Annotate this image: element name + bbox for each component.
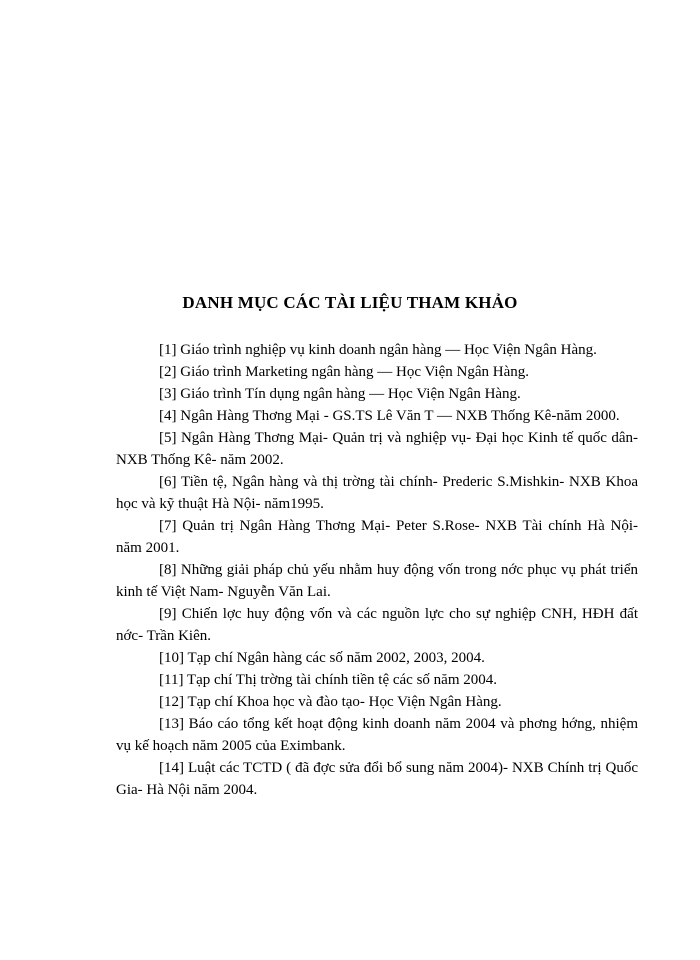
reference-item: [10] Tạp chí Ngân hàng các số năm 2002, 2003, 2004. [159,650,485,666]
reference-item: [8] Những giải pháp chủ yếu nhằm huy động vốn trong nớc phục vụ phát triển kinh tế Việt Nam- Nguyễn Văn Lai. [116,562,638,600]
reference-item: [13] Báo cáo tổng kết hoạt động kinh doanh năm 2004 và phơng hớng, nhiệm vụ kế hoạch năm 2005 của Eximbank. [116,716,638,754]
reference-item: [6] Tiền tệ, Ngân hàng và thị trờng tài chính- Prederic S.Mishkin- NXB Khoa học và kỹ thuật Hà Nội- năm1995. [116,474,638,512]
reference-item: [14] Luật các TCTD ( đã đợc sửa đổi bổ sung năm 2004)- NXB Chính trị Quốc Gia- Hà Nội năm 2004. [116,760,638,798]
reference-item: [12] Tạp chí Khoa học và đào tạo- Học Viện Ngân Hàng. [159,694,502,710]
reference-item: [1] Giáo trình nghiệp vụ kinh doanh ngân hàng — Học Viện Ngân Hàng. [159,342,597,358]
reference-item: [11] Tạp chí Thị trờng tài chính tiền tệ các số năm 2004. [159,672,497,688]
page-title: DANH MỤC CÁC TÀI LIỆU THAM KHẢO [182,293,518,312]
reference-item: [3] Giáo trình Tín dụng ngân hàng — Học Viện Ngân Hàng. [159,386,521,402]
reference-item: [9] Chiến lợc huy động vốn và các nguồn lực cho sự nghiệp CNH, HĐH đất nớc- Trần Kiên. [116,606,638,644]
reference-item: [2] Giáo trình Marketing ngân hàng — Học Viện Ngân Hàng. [159,364,529,380]
reference-list [116,339,638,801]
reference-item: [5] Ngân Hàng Thơng Mại- Quản trị và nghiệp vụ- Đại học Kinh tế quốc dân- NXB Thống Kê- năm 2002. [116,430,638,468]
reference-item: [4] Ngân Hàng Thơng Mại - GS.TS Lê Văn T — NXB Thống Kê-năm 2000. [159,408,620,424]
reference-item: [7] Quản trị Ngân Hàng Thơng Mại- Peter S.Rose- NXB Tài chính Hà Nội- năm 2001. [116,518,638,556]
